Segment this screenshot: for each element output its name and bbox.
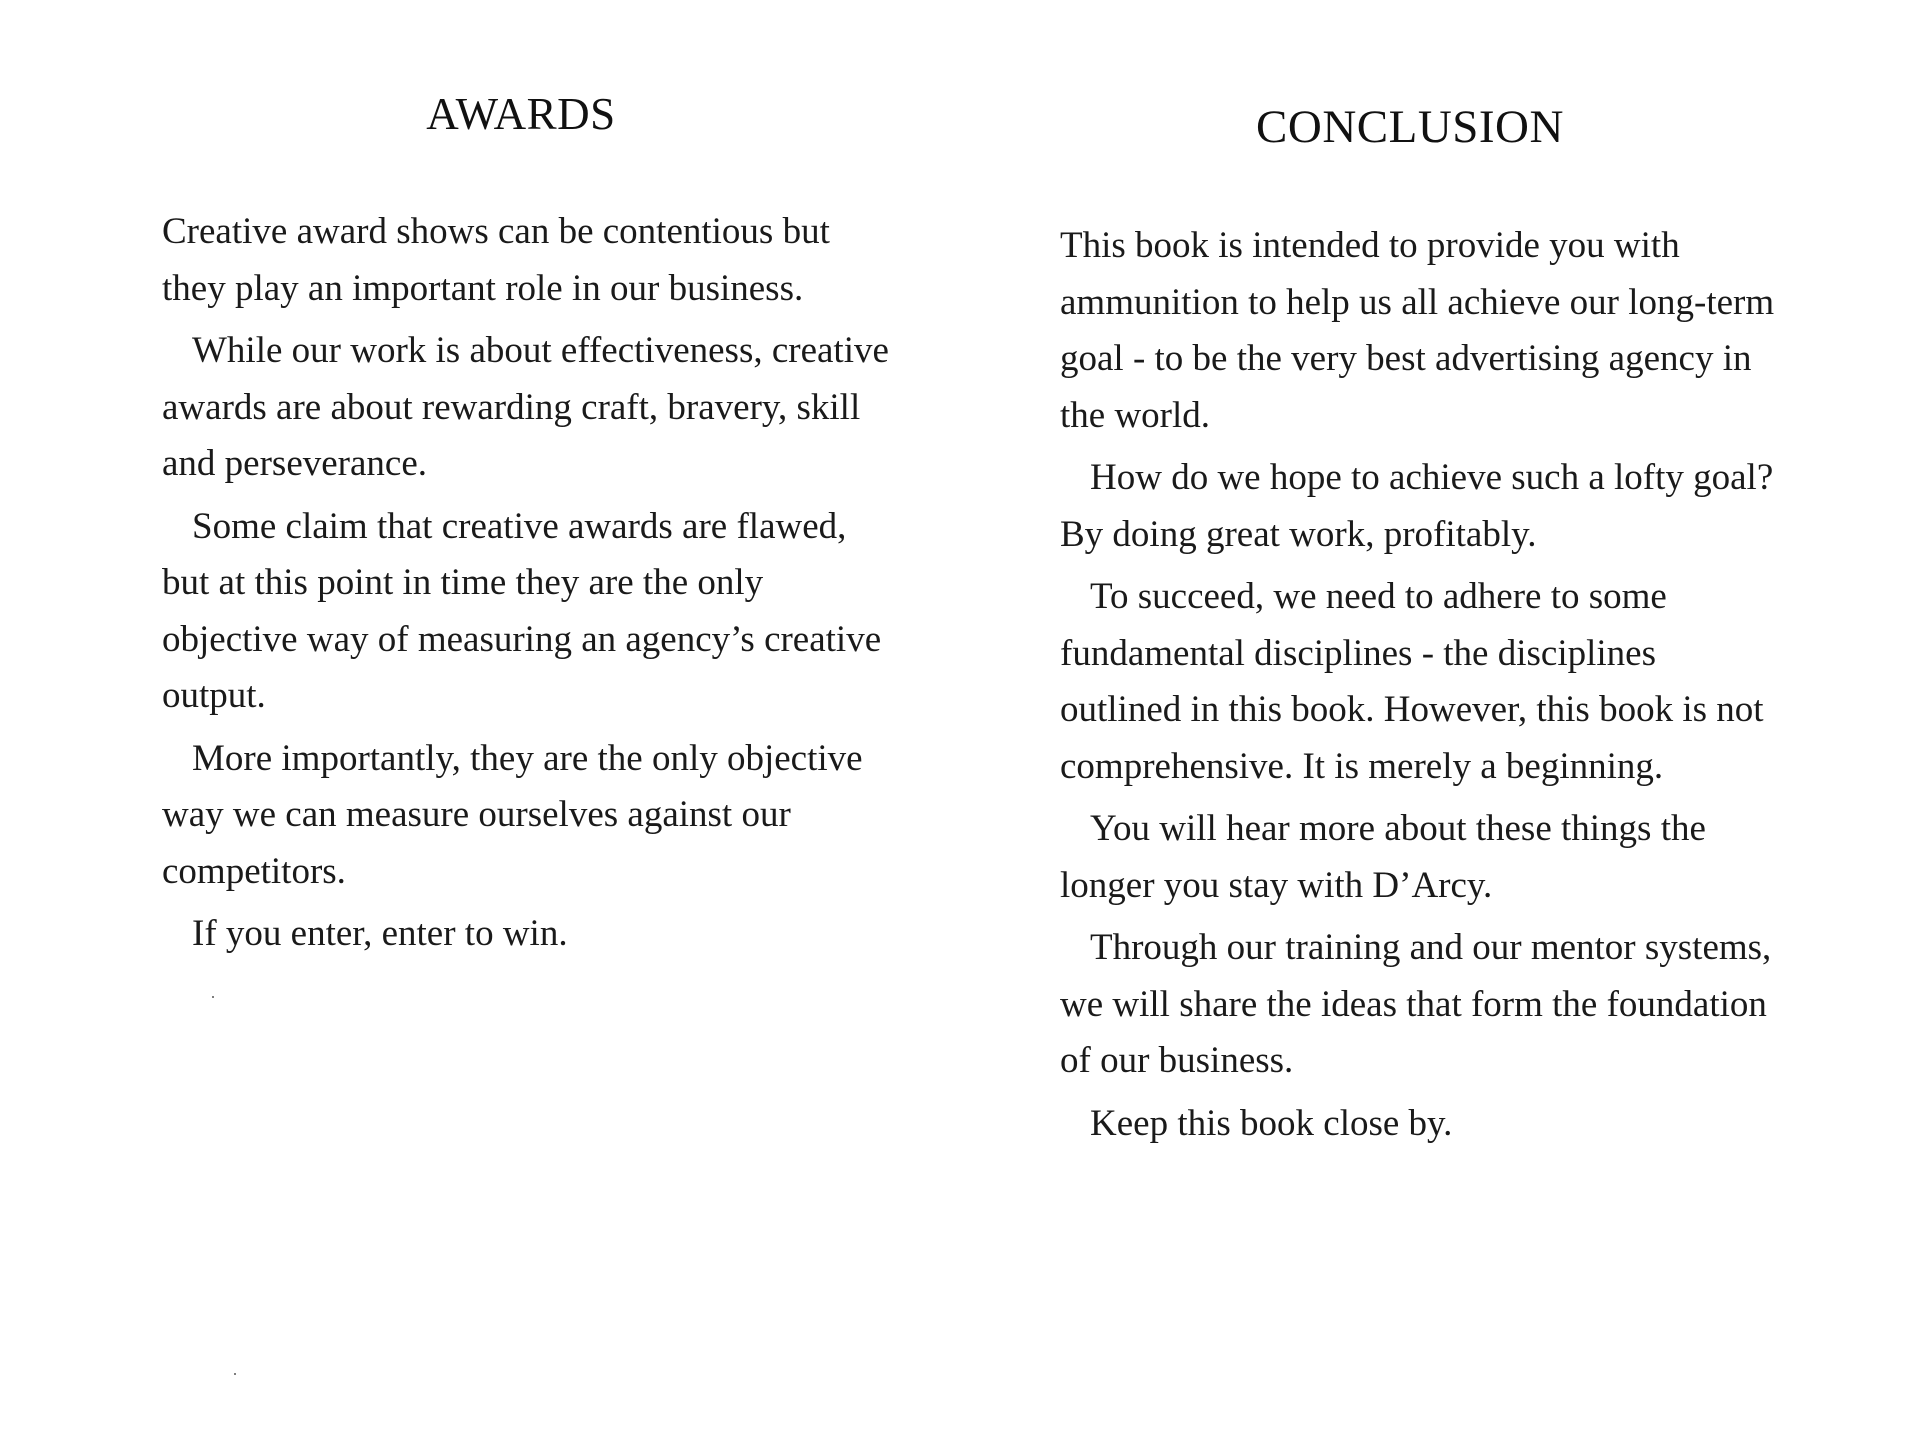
awards-paragraph-2: While our work is about effectiveness, creative awards are about rewarding craft, bravery, skill and perseverance. xyxy=(162,330,889,484)
conclusion-heading: CONCLUSION xyxy=(1256,101,1564,153)
awards-paragraph-4: More importantly, they are the only objective way we can measure ourselves against our competitors. xyxy=(162,737,863,892)
conclusion-paragraph-5: Through our training and our mentor systems, we will share the ideas that form the foundation of our business. xyxy=(1060,927,1772,1081)
awards-paragraph-1: Creative award shows can be contentious but they play an important role in our business. xyxy=(162,211,830,309)
awards-paragraph-3: Some claim that creative awards are flawed, but at this point in time they are the only objective way of measuring an agency’s creative output. xyxy=(162,505,882,716)
conclusion-paragraph-6: Keep this book close by. xyxy=(1090,1102,1453,1144)
awards-heading: AWARDS xyxy=(426,89,616,139)
conclusion-paragraph-4: You will hear more about these things the longer you stay with D’Arcy. xyxy=(1060,808,1706,906)
left-page xyxy=(0,0,952,1439)
conclusion-paragraph-3: To succeed, we need to adhere to some fundamental disciplines - the disciplines outlined in this book. However, this book is not comprehensive. It is merely a beginning. xyxy=(1060,576,1764,787)
conclusion-paragraph-2: How do we hope to achieve such a lofty goal? By doing great work, profitably. xyxy=(1060,457,1774,555)
scan-speck xyxy=(212,996,214,998)
conclusion-paragraph-1: This book is intended to provide you with ammunition to help us all achieve our long-term goal - to be the very best advertising agency in the world. xyxy=(1060,225,1775,436)
scan-speck xyxy=(234,1373,236,1375)
conclusion-body xyxy=(1060,218,1785,1158)
awards-paragraph-5: If you enter, enter to win. xyxy=(192,913,568,954)
right-page xyxy=(952,0,1905,1439)
awards-body xyxy=(162,204,892,969)
